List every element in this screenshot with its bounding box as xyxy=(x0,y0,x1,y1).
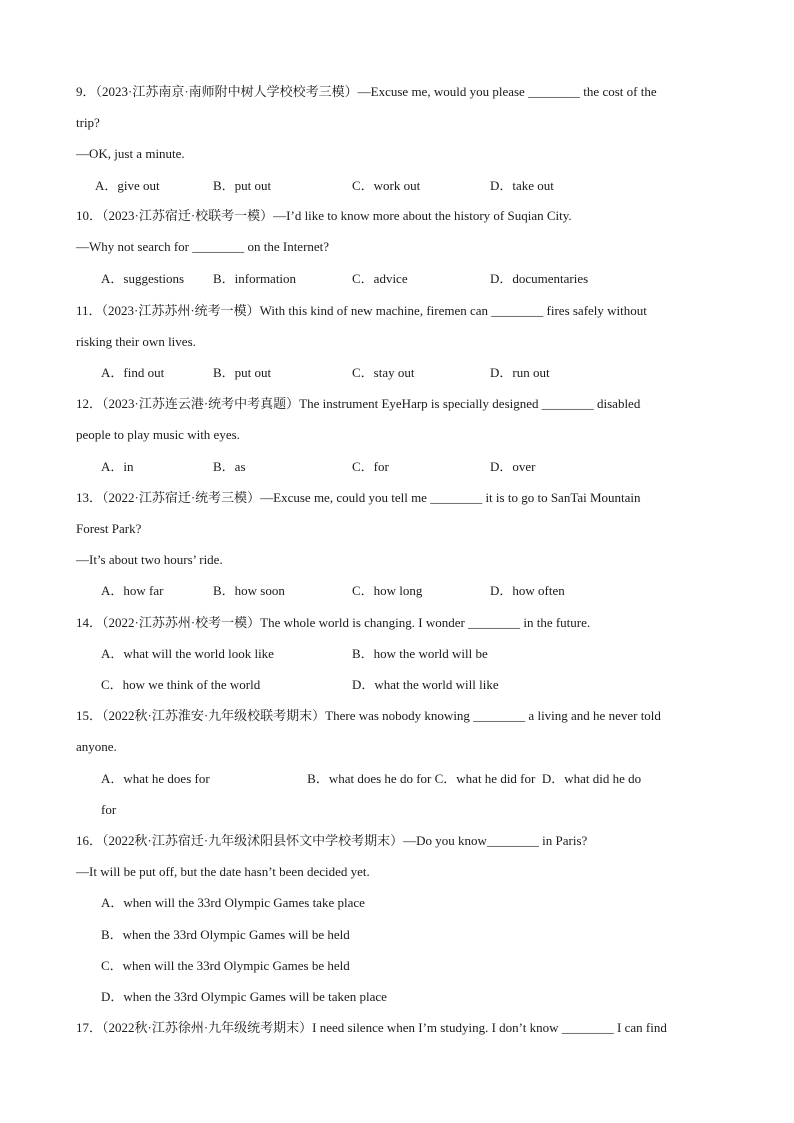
question-10-option-a[interactable]: A．suggestions xyxy=(101,271,185,286)
question-12-option-d[interactable]: D．over xyxy=(490,459,536,474)
question-13-option-c[interactable]: C．how long xyxy=(352,583,423,598)
question-9-reply: —OK, just a minute. xyxy=(76,146,185,161)
question-11-option-a[interactable]: A．find out xyxy=(101,365,165,380)
question-12-option-a[interactable]: A．in xyxy=(101,459,134,474)
question-11-stem: 11．（2023·江苏苏州·统考一模）With this kind of new machine, firemen can ________ fires safely without xyxy=(76,303,647,318)
question-14-option-a[interactable]: A．what will the world look like xyxy=(101,646,274,661)
question-12-stem: 12．（2023·江苏连云港·统考中考真题）The instrument EyeHarp is specially designed ________ disabled xyxy=(76,396,641,411)
question-9-stem-cont: trip? xyxy=(76,115,100,130)
question-9-option-c[interactable]: C．work out xyxy=(352,178,421,193)
question-12-stem-cont: people to play music with eyes. xyxy=(76,427,240,442)
question-15-stem: 15．（2022秋·江苏淮安·九年级校联考期末）There was nobody knowing ________ a living and he never told xyxy=(76,708,661,723)
question-9-option-d[interactable]: D．take out xyxy=(490,178,554,193)
question-13-stem-cont: Forest Park? xyxy=(76,521,142,536)
question-13-reply: —It’s about two hours’ ride. xyxy=(76,552,223,567)
question-10-option-c[interactable]: C．advice xyxy=(352,271,408,286)
question-9-stem: 9．（2023·江苏南京·南师附中树人学校校考三模）—Excuse me, would you please ________ the cost of the xyxy=(76,84,657,99)
question-13-option-a[interactable]: A．how far xyxy=(101,583,164,598)
question-16-option-a[interactable]: A．when will the 33rd Olympic Games take place xyxy=(101,895,365,910)
question-17-stem: 17．（2022秋·江苏徐州·九年级统考期末）I need silence when I’m studying. I don’t know ________ I can find xyxy=(76,1020,667,1035)
question-13-option-b[interactable]: B．how soon xyxy=(213,583,285,598)
question-16-stem: 16．（2022秋·江苏宿迁·九年级沭阳县怀文中学校考期末）—Do you know________ in Paris? xyxy=(76,833,588,848)
question-15-options-wrap: for xyxy=(101,802,117,817)
question-9-option-a[interactable]: A．give out xyxy=(95,178,160,193)
question-10-stem: 10．（2023·江苏宿迁·校联考一模）—I’d like to know more about the history of Suqian City. xyxy=(76,208,572,223)
question-13-stem: 13．（2022·江苏宿迁·统考三模）—Excuse me, could you tell me ________ it is to go to SanTai Mountain xyxy=(76,490,641,505)
question-10-option-b[interactable]: B．information xyxy=(213,271,297,286)
question-16-option-b[interactable]: B．when the 33rd Olympic Games will be held xyxy=(101,927,350,942)
question-16-reply: —It will be put off, but the date hasn’t been decided yet. xyxy=(76,864,370,879)
question-11-option-d[interactable]: D．run out xyxy=(490,365,550,380)
question-16-option-d[interactable]: D．when the 33rd Olympic Games will be taken place xyxy=(101,989,387,1004)
question-12-option-b[interactable]: B．as xyxy=(213,459,246,474)
question-13-option-d[interactable]: D．how often xyxy=(490,583,565,598)
question-11-stem-cont: risking their own lives. xyxy=(76,334,196,349)
question-14-option-d[interactable]: D．what the world will like xyxy=(352,677,499,692)
question-15-options[interactable]: A．what he does for B．what does he do for C．what he did for D．what did he do xyxy=(101,771,642,786)
question-14-option-c[interactable]: C．how we think of the world xyxy=(101,677,261,692)
question-14-option-b[interactable]: B．how the world will be xyxy=(352,646,488,661)
question-11-option-c[interactable]: C．stay out xyxy=(352,365,415,380)
question-12-option-c[interactable]: C．for xyxy=(352,459,389,474)
question-11-option-b[interactable]: B．put out xyxy=(213,365,272,380)
question-10-option-d[interactable]: D．documentaries xyxy=(490,271,589,286)
question-9-option-b[interactable]: B．put out xyxy=(213,178,272,193)
question-14-stem: 14．（2022·江苏苏州·校考一模）The whole world is changing. I wonder ________ in the future. xyxy=(76,615,591,630)
question-16-option-c[interactable]: C．when will the 33rd Olympic Games be held xyxy=(101,958,350,973)
question-15-stem-cont: anyone. xyxy=(76,739,117,754)
question-10-reply: —Why not search for ________ on the Internet? xyxy=(76,239,330,254)
